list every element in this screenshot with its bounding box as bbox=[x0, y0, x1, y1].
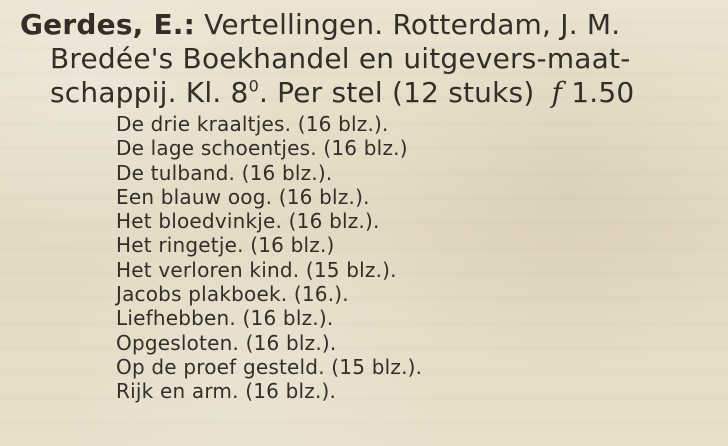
title-publisher-text: Vertellingen. Rotterdam, J. M. bbox=[204, 8, 621, 41]
set-text: . Per stel (12 stuks) bbox=[258, 76, 535, 109]
price: 1.50 bbox=[571, 76, 635, 109]
catalog-entry bbox=[20, 8, 710, 110]
story-title: Opgesloten. (16 blz.). bbox=[116, 330, 337, 355]
florin-symbol: f bbox=[551, 76, 563, 109]
story-title: Liefhebben. (16 blz.). bbox=[116, 306, 334, 331]
story-title: Op de proef gesteld. (15 blz.). bbox=[116, 354, 423, 379]
format-text: schappij. Kl. 8 bbox=[50, 76, 249, 109]
format-ordinal: 0 bbox=[248, 76, 259, 96]
story-title: Een blauw oog. (16 blz.). bbox=[116, 184, 370, 209]
story-title: Rijk en arm. (16 blz.). bbox=[116, 379, 337, 404]
story-title: Het bloedvinkje. (16 blz.). bbox=[116, 209, 380, 234]
story-title-list bbox=[116, 112, 422, 404]
entry-heading-line-1 bbox=[20, 8, 710, 42]
story-title: De lage schoentjes. (16 blz.) bbox=[116, 136, 408, 161]
story-title: De drie kraaltjes. (16 blz.). bbox=[116, 112, 389, 136]
entry-heading-line-2: Bredée's Boekhandel en uitgevers-maat- bbox=[50, 42, 631, 75]
story-title: Het verloren kind. (15 blz.). bbox=[116, 257, 397, 282]
story-title: Het ringetje. (16 blz.) bbox=[116, 233, 335, 258]
entry-heading-line-3 bbox=[20, 76, 710, 110]
author-name: Gerdes, E.: bbox=[20, 8, 196, 41]
story-title: De tulband. (16 blz.). bbox=[116, 160, 333, 185]
story-title: Jacobs plakboek. (16.). bbox=[116, 282, 349, 307]
